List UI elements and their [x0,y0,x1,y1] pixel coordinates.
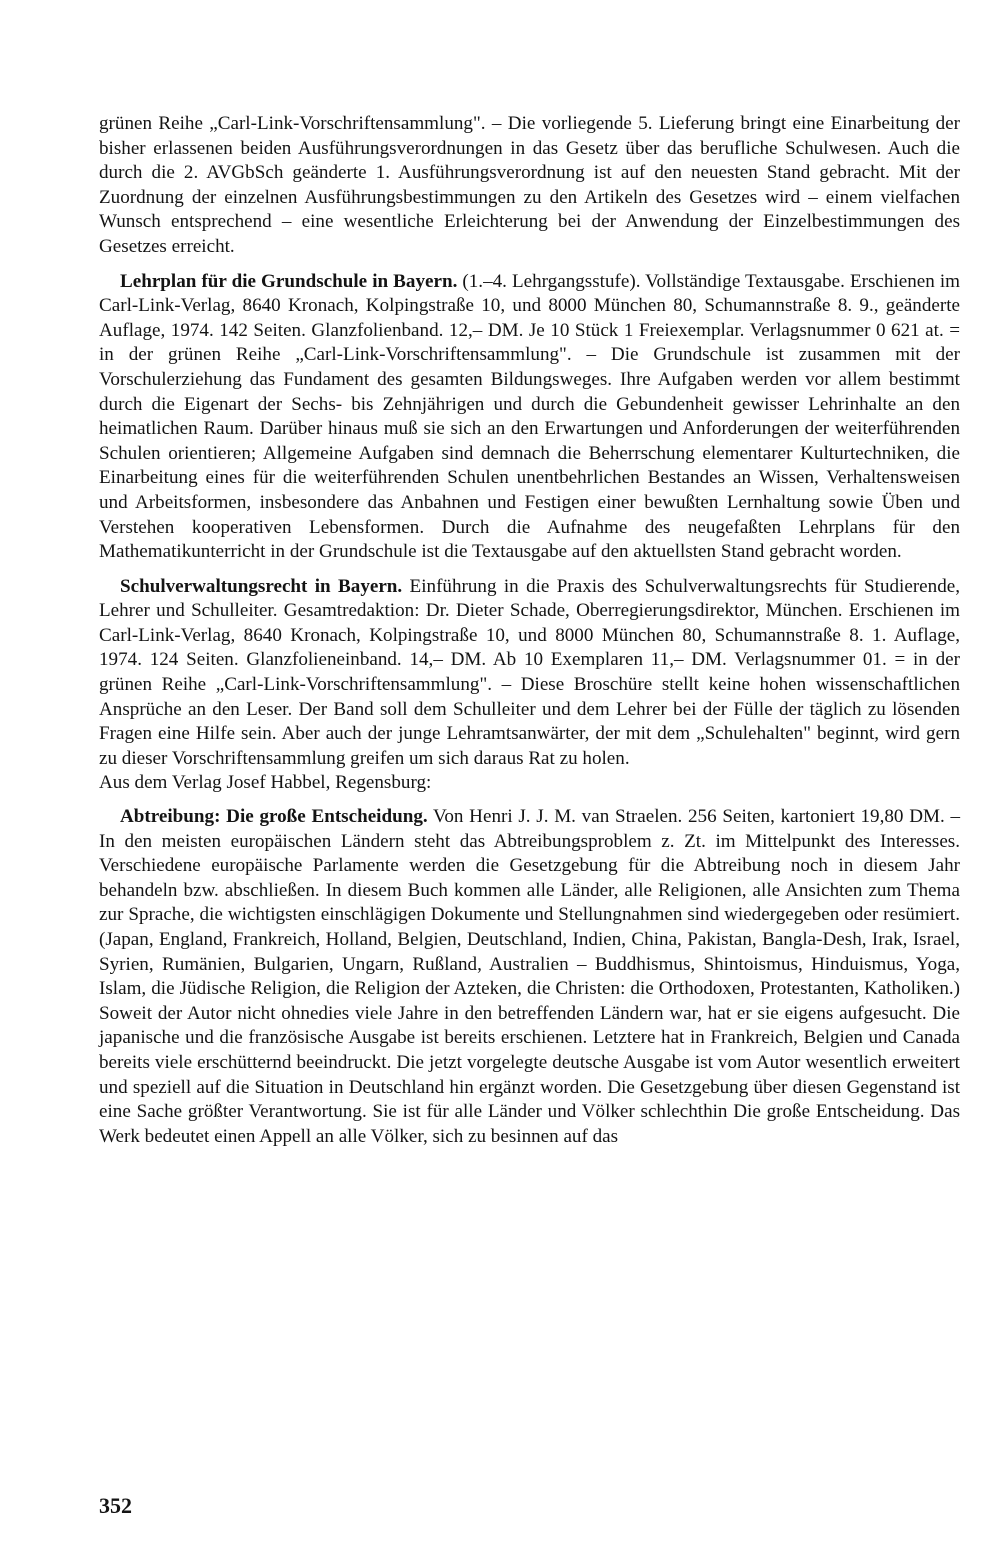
publisher-heading: Aus dem Verlag Josef Habbel, Regensburg: [99,772,432,794]
book-title: Lehrplan für die Grundschule in Bayern. [120,270,458,292]
page-text [99,112,960,1149]
book-title: Schulverwaltungsrecht in Bayern. [120,575,403,597]
book-title: Abtreibung: Die große Entscheidung. [120,806,428,828]
book-review-body: Von Henri J. J. M. van Straelen. 256 Seiten, kartoniert 19,80 DM. – In den meisten europäischen Ländern steht das Abtreibungsproblem z. Zt. im Mittelpunkt des Interesses. Verschiedene europäische Parlamente werden die Gesetzgebung für die Abtreibung noch in diesem Jahr behandeln bzw. abschließen. In diesem Buch kommen alle Länder, alle Religionen, alle Ansichten zum Thema zur Sprache, die wichtigsten einschlägigen Dokumente und Stellungnahmen sind wiedergegeben oder resümiert. (Japan, England, Frankreich, Holland, Belgien, Deutschland, Indien, China, Pakistan, Bangla-Desh, Irak, Israel, Syrien, Rumänien, Bulgarien, Ungarn, Rußland, Australien – Buddhismus, Shintoismus, Hinduismus, Yoga, Islam, die Jüdische Religion, die Religion der Azteken, die Christen: die Orthodoxen, Protestanten, Katholiken.) Soweit der Autor nicht ohnedies viele Jahre in den betreffenden Ländern war, hat er sie eigens aufgesucht. Die japanische und die französische Ausgabe ist bereits erschienen. Letztere hat in Frankreich, Belgien und Canada bereits viele erschütternd beeindruckt. Die jetzt vorgelegte deutsche Ausgabe ist vom Autor wesentlich erweitert und speziell auf die Situation in Deutschland hin ergänzt worden. Die Gesetzgebung über diesen Gegenstand ist eine Sache größter Verantwortung. Sie ist für alle Länder und Völker schlechthin Die große Entscheidung. Das Werk bedeutet einen Appell an alle Völker, sich zu besinnen auf das [99,806,960,1147]
book-review-schulverwaltungsrecht [99,575,960,772]
paragraph-continuation [99,112,960,260]
page-number: 352 [99,1493,132,1518]
paragraph-body: grünen Reihe „Carl-Link-Vorschriftensammlung". – Die vorliegende 5. Lieferung bringt eine Einarbeitung der bisher erlassenen beiden Ausführungsverordnungen in das Gesetz über das berufliche Schulwesen. Auch die durch die 2. AVGbSch geänderte 1. Ausführungsverordnung ist auf den neuesten Stand gebracht. Mit der Zuordnung der einzelnen Ausführungsbestimmungen zu den Artikeln des Gesetzes wird – einem vielfachen Wunsch entsprechend – eine wesentliche Erleichterung bei der Anwendung der Einzelbestimmungen des Gesetzes erreicht. [99,113,960,257]
book-review-lehrplan [99,270,960,565]
book-review-body: Einführung in die Praxis des Schulverwaltungsrechts für Studierende, Lehrer und Schulleiter. Gesamtredaktion: Dr. Dieter Schade, Oberregierungsdirektor, München. Erschienen im Carl-Link-Verlag, 8640 Kronach, Kolpingstraße 10, und 8000 München 80, Schumannstraße 8. 1. Auflage, 1974. 124 Seiten. Glanzfolieneinband. 14,– DM. Ab 10 Exemplaren 11,– DM. Verlagsnummer 01. = in der grünen Reihe „Carl-Link-Vorschriftensammlung". – Diese Broschüre stellt keine hohen wissenschaftlichen Ansprüche an den Leser. Der Band soll dem Schulleiter und dem Lehrer bei der Fülle der täglich zu lösenden Fragen eine Hilfe sein. Aber auch der junge Lehramtsanwärter, der mit dem „Schulehalten" beginnt, wird gern zu dieser Vorschriftensammlung greifen um sich daraus Rat zu holen. [99,575,960,769]
book-review-body: (1.–4. Lehrgangsstufe). Vollständige Textausgabe. Erschienen im Carl-Link-Verlag, 8640 Kronach, Kolpingstraße 10, und 8000 München 80, Schumannstraße 8. 9., geänderte Auflage, 1974. 142 Seiten. Glanzfolienband. 12,– DM. Je 10 Stück 1 Freiexemplar. Verlagsnummer 0 621 at. = in der grünen Reihe „Carl-Link-Vorschriftensammlung". – Die Grundschule ist zusammen mit der Vorschulerziehung das Fundament des gesamten Bildungsweges. Ihre Aufgaben werden vor allem bestimmt durch die Eigenart der Sechs- bis Zehnjährigen und durch die Gebundenheit gewisser Lehrinhalte an den heimatlichen Raum. Darüber hinaus muß sie sich an den Erwartungen und Anforderungen der weiterführenden Schulen orientieren; Allgemeine Aufgaben sind demnach die Beherrschung elementarer Kulturtechniken, die Einarbeitung eines für die weiterführenden Schulen unentbehrlichen Bestandes an Wissen, Verhaltensweisen und Arbeitsformen, insbesondere das Anbahnen und Festigen einer bewußten Lernhaltung sowie Üben und Verstehen kooperativen Lebensformen. Durch die Aufnahme des neugefaßten Lehrplans für den Mathematikunterricht in der Grundschule ist die Textausgabe auf den aktuellsten Stand gebracht worden. [99,270,960,563]
book-review-abtreibung [99,805,960,1149]
